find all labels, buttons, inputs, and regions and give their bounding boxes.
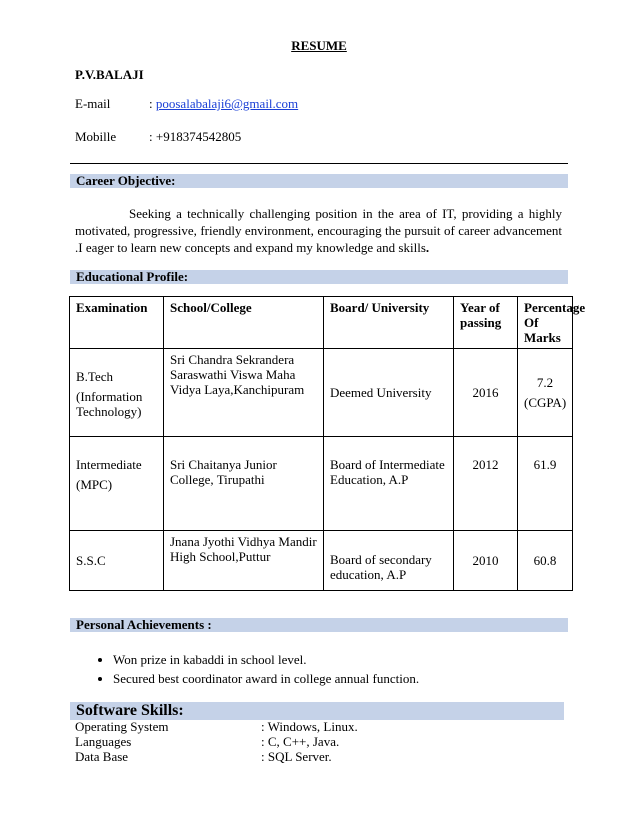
email-value xyxy=(149,96,298,112)
marks-sub: (CGPA) xyxy=(524,395,567,410)
resume-title: RESUME xyxy=(291,38,347,53)
table-row xyxy=(70,349,573,437)
education-table-header xyxy=(70,297,573,349)
exam-name: Intermediate xyxy=(76,457,142,472)
cell-marks: 60.8 xyxy=(518,531,573,591)
cell-board: Board of Intermediate Education, A.P xyxy=(324,437,454,531)
email-label: E-mail xyxy=(75,96,111,111)
career-objective-text xyxy=(75,205,562,256)
col-header-examination: Examination xyxy=(70,297,164,349)
skill-value: : SQL Server. xyxy=(261,749,332,764)
list-item: • Secured best coordinator award in college annual function. xyxy=(113,669,419,688)
header-divider xyxy=(70,163,568,164)
educational-profile-heading: Educational Profile: xyxy=(70,270,568,284)
col-header-board: Board/ University xyxy=(324,297,454,349)
col-header-percentage: Percentage Of Marks xyxy=(518,297,573,349)
mobile-separator: : xyxy=(149,129,153,144)
career-objective-heading: Career Objective: xyxy=(70,174,568,188)
software-skills-heading: Software Skills: xyxy=(70,702,564,720)
email-separator: : xyxy=(149,96,153,111)
mobile-label: Mobille xyxy=(75,129,117,144)
skill-value: : Windows, Linux. xyxy=(261,719,358,734)
skill-key: Operating System xyxy=(75,719,169,734)
achievements-list xyxy=(93,650,419,688)
mobile-value xyxy=(149,129,241,145)
table-row xyxy=(70,531,573,591)
cell-school: Jnana Jyothi Vidhya Mandir High School,Puttur xyxy=(164,531,324,591)
cell-year: 2012 xyxy=(454,437,518,531)
email-link[interactable]: poosalabalaji6@gmail.com xyxy=(155,96,299,111)
cell-marks: 61.9 xyxy=(518,437,573,531)
education-table xyxy=(69,296,586,591)
mobile-number: +918374542805 xyxy=(155,129,242,144)
career-objective-body: Seeking a technically challenging position in the area of IT, providing a highly motivated, progressive, friendly environment, encouraging the pursuit of career advancement .I eager to learn new concepts and expand my knowledge and skills xyxy=(75,206,562,255)
personal-achievements-heading: Personal Achievements : xyxy=(70,618,568,632)
list-item: • Won prize in kabaddi in school level. xyxy=(113,650,419,669)
cell-marks xyxy=(518,349,573,437)
cell-exam xyxy=(70,437,164,531)
cell-school: Sri Chandra Sekrandera Saraswathi Viswa Maha Vidya Laya,Kanchipuram xyxy=(164,349,324,437)
col-header-school: School/College xyxy=(164,297,324,349)
exam-sub: (MPC) xyxy=(76,477,113,492)
cell-board: Board of secondary education, A.P xyxy=(324,531,454,591)
candidate-name: P.V.BALAJI xyxy=(75,67,144,82)
cell-year: 2010 xyxy=(454,531,518,591)
exam-sub: (Information Technology) xyxy=(76,389,143,419)
skill-key: Data Base xyxy=(75,749,129,764)
exam-name: B.Tech xyxy=(76,369,113,384)
col-header-year: Year of passing xyxy=(454,297,518,349)
skill-value: : C, C++, Java. xyxy=(261,734,340,749)
career-objective-end: . xyxy=(425,240,430,255)
cell-school: Sri Chaitanya Junior College, Tirupathi xyxy=(164,437,324,531)
cell-exam: S.S.C xyxy=(70,531,164,591)
marks-value: 7.2 xyxy=(536,375,554,390)
table-row xyxy=(70,437,573,531)
cell-board: Deemed University xyxy=(324,349,454,437)
skill-key: Languages xyxy=(75,734,132,749)
cell-exam xyxy=(70,349,164,437)
cell-year: 2016 xyxy=(454,349,518,437)
